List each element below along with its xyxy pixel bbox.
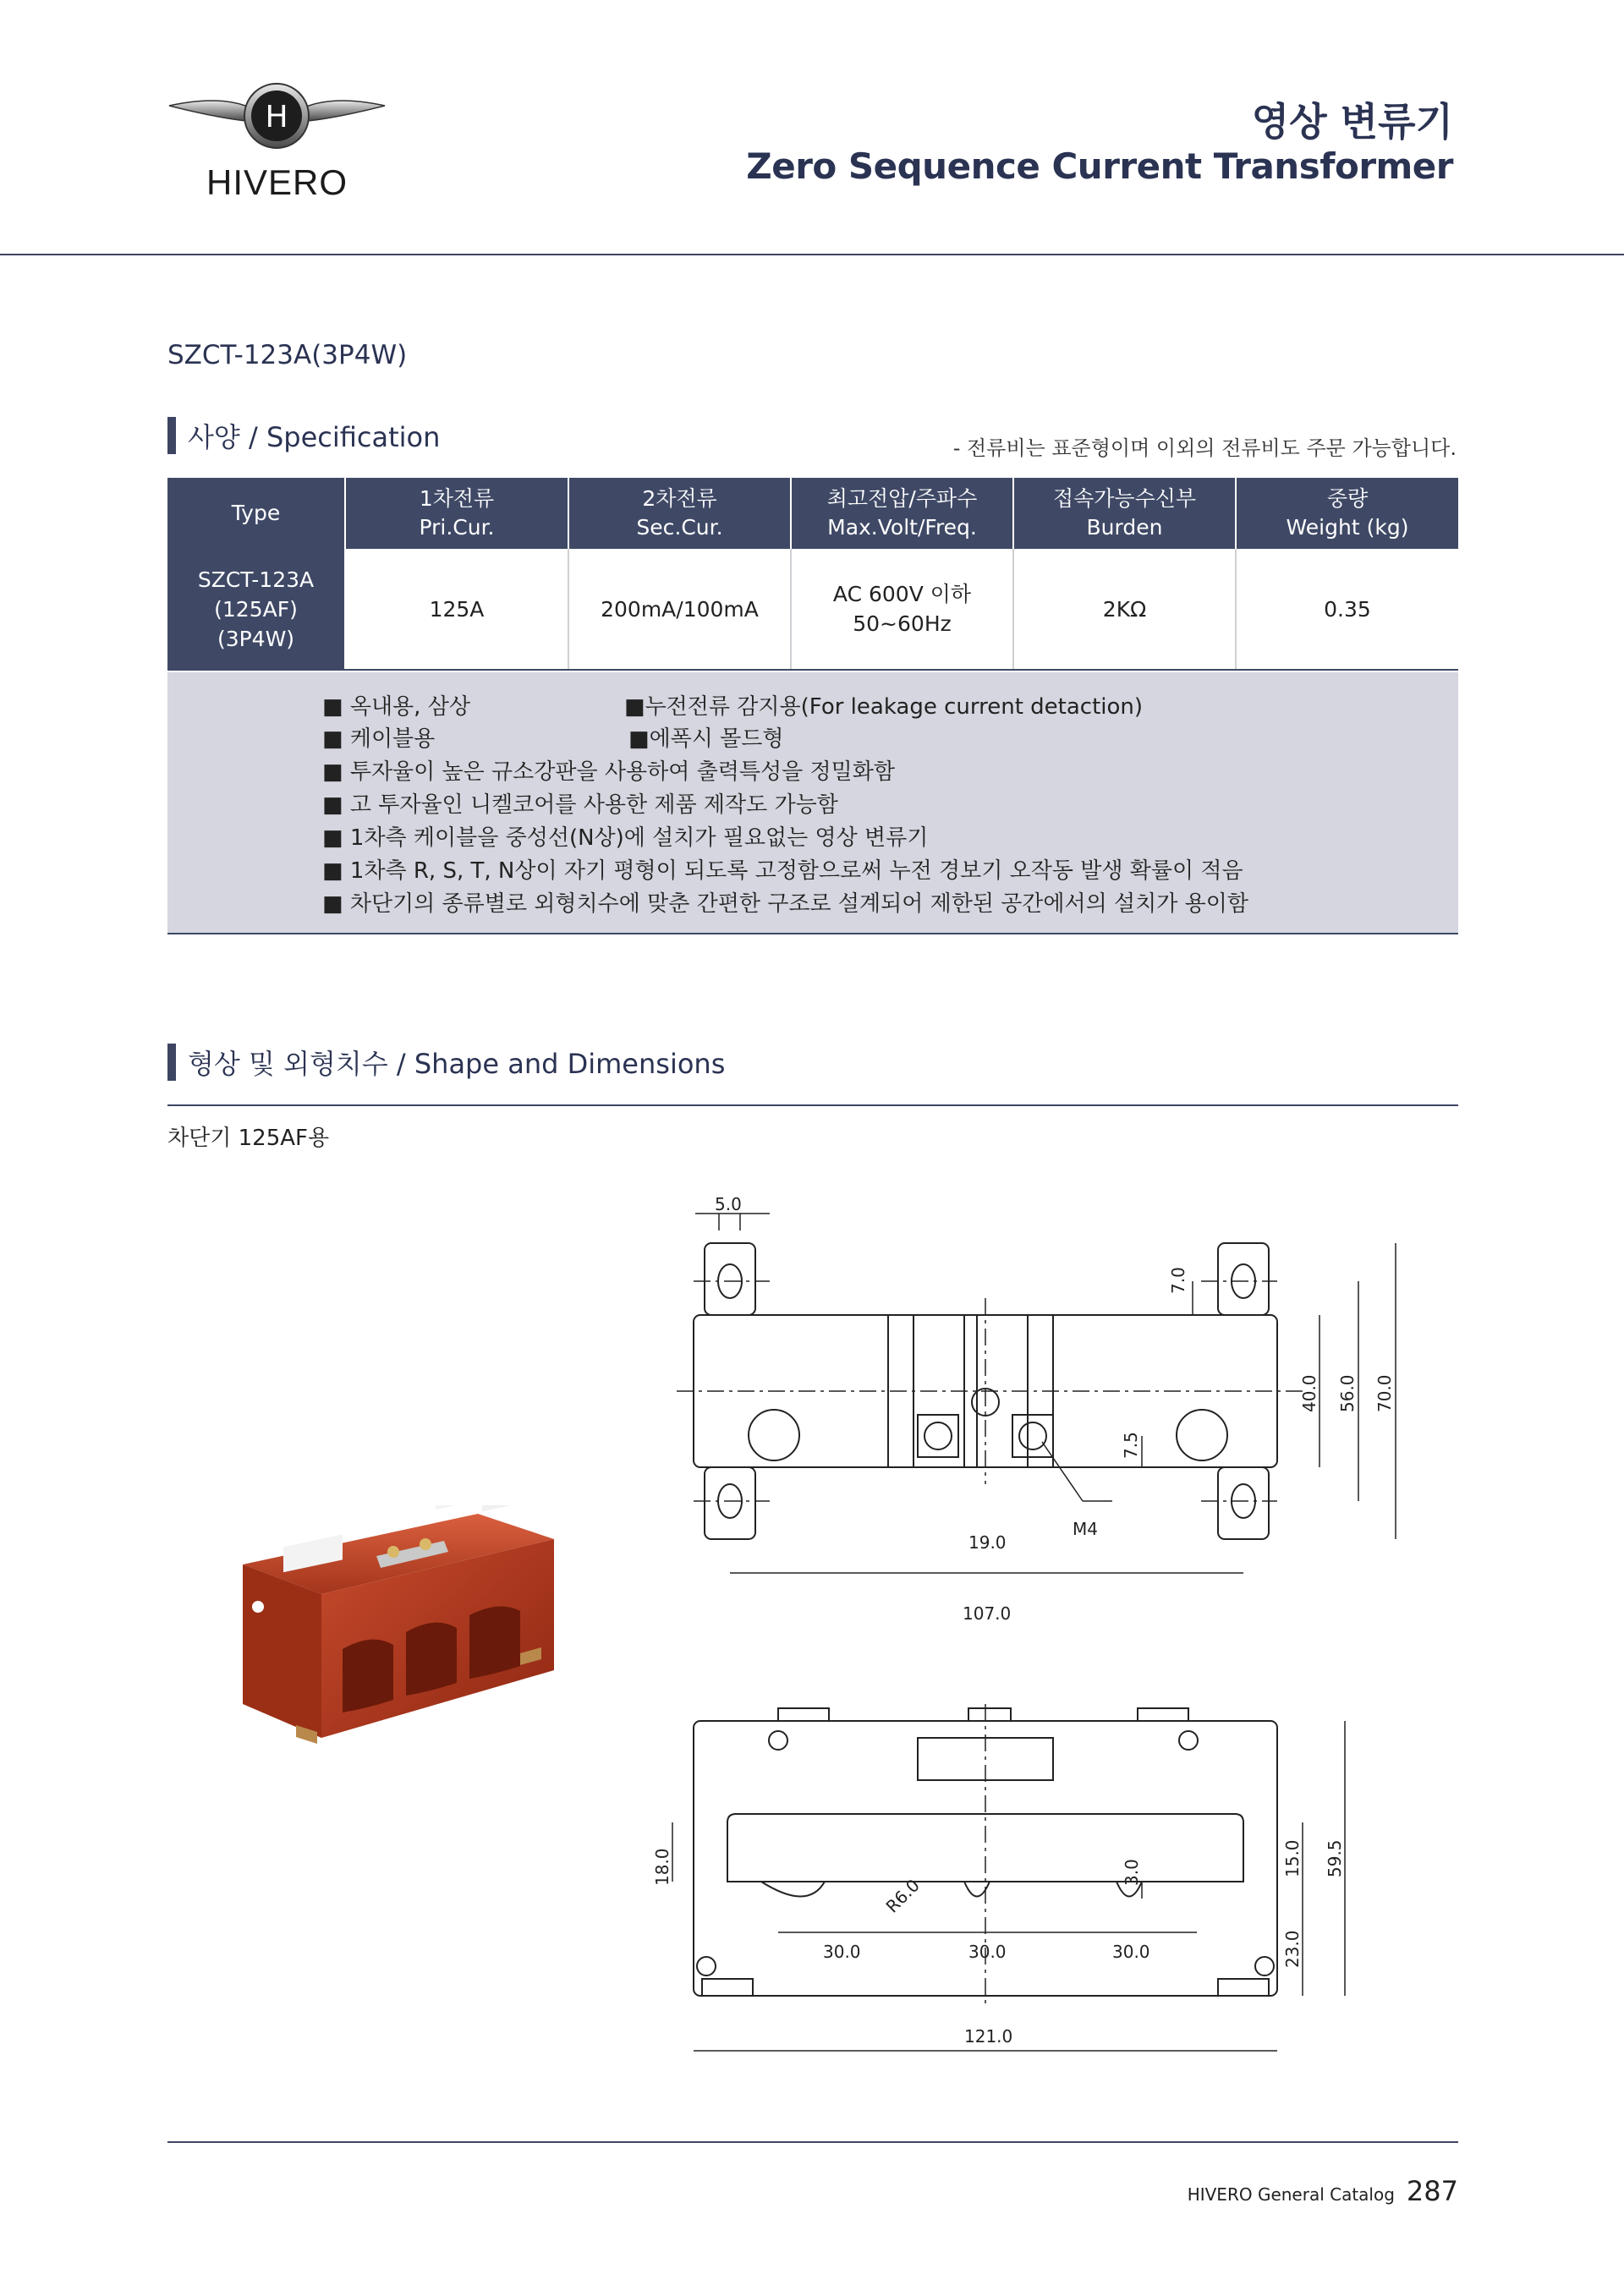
col-pri: 1차전류 Pri.Cur. xyxy=(345,478,568,549)
col-weight: 중량 Weight (kg) xyxy=(1236,478,1458,549)
dim-18: 18.0 xyxy=(652,1848,672,1886)
cell-weight: 0.35 xyxy=(1236,549,1458,670)
page-number: 287 xyxy=(1406,2175,1458,2207)
page-title-ko: 영상 변류기 xyxy=(1251,99,1453,145)
spec-heading-text: 사양 / Specification xyxy=(188,421,441,453)
dim-7: 7.0 xyxy=(1168,1267,1188,1294)
dim-59-5: 59.5 xyxy=(1325,1839,1345,1877)
feature-item: ■누전전류 감지용(For leakage current detaction) xyxy=(624,694,1144,720)
shape-subnote: 차단기 125AF용 xyxy=(167,1126,330,1151)
shape-heading-text: 형상 및 외형치수 / Shape and Dimensions xyxy=(188,1048,726,1080)
spec-note: - 전류비는 표준형이며 이외의 전류비도 주문 가능합니다. xyxy=(952,436,1457,460)
dim-r6: R6.0 xyxy=(881,1875,924,1917)
dim-30-a: 30.0 xyxy=(823,1942,861,1962)
feature-item: ■ 고 투자율인 니켈코어를 사용한 제품 제작도 가능함 xyxy=(322,792,838,818)
cell-type: SZCT-123A (125AF) (3P4W) xyxy=(167,549,345,670)
dim-70: 70.0 xyxy=(1374,1374,1395,1412)
cell-volt: AC 600V 이하 50~60Hz xyxy=(791,549,1013,670)
cell-pri: 125A xyxy=(345,549,568,670)
heading-bar xyxy=(167,1044,176,1081)
bottom-view xyxy=(672,1704,1345,2051)
col-sec: 2차전류 Sec.Cur. xyxy=(568,478,791,549)
heading-bar xyxy=(167,417,176,454)
spec-table xyxy=(167,478,1458,671)
col-volt: 최고전압/주파수 Max.Volt/Freq. xyxy=(791,478,1013,549)
model-name: SZCT-123A(3P4W) xyxy=(167,340,408,370)
footer-divider xyxy=(167,2141,1458,2143)
dim-7-5: 7.5 xyxy=(1121,1432,1141,1459)
dimension-drawing xyxy=(643,1197,1455,2076)
footer xyxy=(1188,2175,1458,2207)
logo-letter: H xyxy=(265,100,288,134)
dim-30-c: 30.0 xyxy=(1112,1942,1150,1962)
product-photo xyxy=(233,1505,571,1776)
spec-heading xyxy=(167,416,440,455)
top-view xyxy=(677,1214,1396,1573)
table-row xyxy=(167,549,1458,670)
dim-3: 3.0 xyxy=(1122,1859,1142,1886)
col-burden: 접속가능수신부 Burden xyxy=(1013,478,1236,549)
dim-15: 15.0 xyxy=(1282,1839,1303,1877)
feature-item: ■ 차단기의 종류별로 외형치수에 맞춘 간편한 구조로 설계되어 제한된 공간에서의 설치가 용이함 xyxy=(322,891,1249,917)
feature-item: ■ 케이블용 xyxy=(322,726,436,752)
dim-56: 56.0 xyxy=(1337,1374,1358,1412)
dim-5: 5.0 xyxy=(715,1197,742,1214)
feature-item: ■ 1차측 케이블을 중성선(N상)에 설치가 필요없는 영상 변류기 xyxy=(322,825,929,851)
feature-item: ■ 옥내용, 삼상 xyxy=(322,694,470,720)
dim-23: 23.0 xyxy=(1282,1930,1303,1968)
spec-header-row xyxy=(167,478,1458,549)
col-type: Type xyxy=(167,478,345,549)
dim-m4: M4 xyxy=(1073,1519,1098,1539)
feature-item: ■ 투자율이 높은 규소강판을 사용하여 출력특성을 정밀화함 xyxy=(322,759,895,785)
cell-sec: 200mA/100mA xyxy=(568,549,791,670)
dim-121: 121.0 xyxy=(964,2026,1013,2047)
features-box xyxy=(167,672,1458,934)
catalog-name: HIVERO General Catalog xyxy=(1187,2184,1395,2205)
shape-divider xyxy=(167,1104,1458,1106)
page-title-en: Zero Sequence Current Transformer xyxy=(746,145,1453,187)
feature-item: ■에폭시 몰드형 xyxy=(628,726,784,752)
cell-burden: 2KΩ xyxy=(1013,549,1236,670)
logo-text: HIVERO xyxy=(206,162,348,202)
dim-107: 107.0 xyxy=(963,1603,1012,1624)
dim-30-b: 30.0 xyxy=(968,1942,1007,1962)
header-divider xyxy=(0,254,1624,255)
feature-item: ■ 1차측 R, S, T, N상이 자기 평형이 되도록 고정함으로써 누전 경보기 오작동 발생 확률이 적음 xyxy=(322,858,1243,884)
dim-19: 19.0 xyxy=(968,1532,1007,1553)
dim-40: 40.0 xyxy=(1299,1374,1320,1412)
shape-heading xyxy=(167,1043,725,1082)
